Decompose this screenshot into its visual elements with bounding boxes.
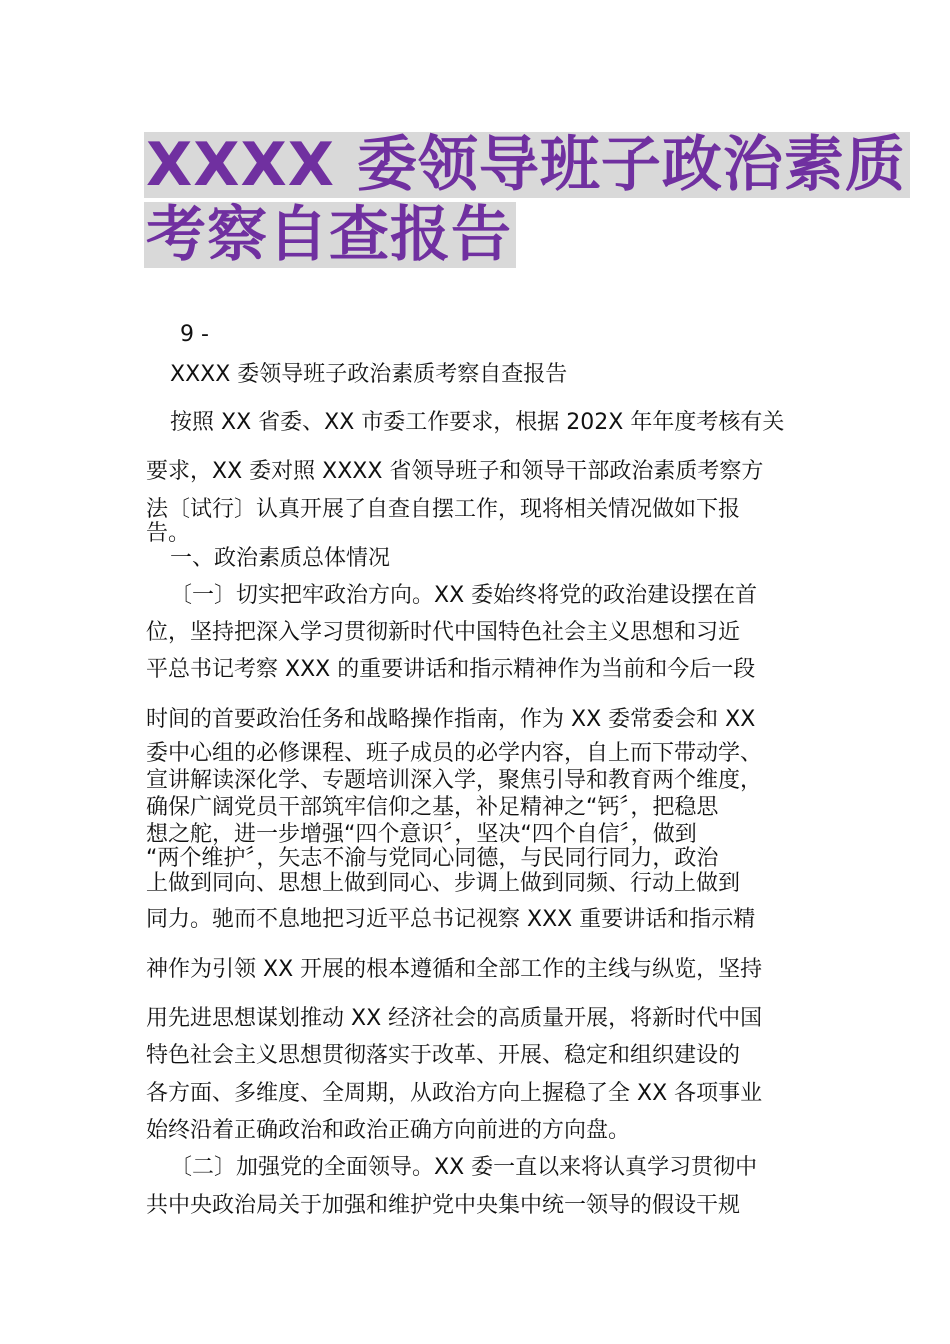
report-subtitle: XXXX 委领导班子政治素质考察自查报告: [170, 362, 568, 387]
paragraph-line: 告。: [146, 521, 191, 546]
paragraph-line: “两个维护〞，矢志不渝与党同心同德，与民同行同力，政治: [146, 846, 719, 871]
paragraph-line: 同力。驰而不息地把习近平总书记视察 XXX 重要讲话和指示精: [146, 907, 756, 932]
paragraph-line: 各方面、多维度、全周期，从政治方向上握稳了全 XX 各项事业: [146, 1081, 763, 1106]
paragraph-line: 〔二〕加强党的全面领导。XX 委一直以来将认真学习贯彻中: [170, 1155, 758, 1180]
paragraph-line: 上做到同向、思想上做到同心、步调上做到同频、行动上做到: [146, 871, 741, 896]
page-number: 9 -: [180, 322, 209, 347]
paragraph-line: 神作为引领 XX 开展的根本遵循和全部工作的主线与纵览，坚持: [146, 957, 763, 982]
paragraph-line: 按照 XX 省委、XX 市委工作要求，根据 202X 年年度考核有关: [170, 410, 785, 435]
paragraph-line: 用先进思想谋划推动 XX 经济社会的高质量开展，将新时代中国: [146, 1006, 763, 1031]
paragraph-line: 确保广阔党员干部筑牢信仰之基，补足精神之“钙〞，把稳思: [146, 795, 719, 820]
paragraph-line: 共中央政治局关于加强和维护党中央集中统一领导的假设干规: [146, 1193, 741, 1218]
paragraph-line: 委中心组的必修课程、班子成员的必学内容，自上而下带动学、: [146, 741, 763, 766]
paragraph-line: 想之舵，进一步增强“四个意识〞，坚决“四个自信〞，做到: [146, 822, 697, 847]
paragraph-line: 〔一〕切实把牢政治方向。XX 委始终将党的政治建设摆在首: [170, 583, 758, 608]
paragraph-line: 始终沿着正确政治和政治正确方向前进的方向盘。: [146, 1118, 631, 1143]
paragraph-line: 法〔试行〕认真开展了自查自摆工作，现将相关情况做如下报: [146, 497, 741, 522]
document-title-line-2: 考察自查报告: [144, 202, 516, 268]
paragraph-line: 宣讲解读深化学、专题培训深入学，聚焦引导和教育两个维度，: [146, 768, 763, 793]
paragraph-line: 时间的首要政治任务和战略操作指南，作为 XX 委常委会和 XX: [146, 707, 756, 732]
section-heading: 一、政治素质总体情况: [170, 546, 391, 571]
paragraph-line: 要求，XX 委对照 XXXX 省领导班子和领导干部政治素质考察方: [146, 459, 764, 484]
document-title-line-1: XXXX 委领导班子政治素质: [144, 132, 910, 198]
paragraph-line: 平总书记考察 XXX 的重要讲话和指示精神作为当前和今后一段: [146, 657, 756, 682]
paragraph-line: 特色社会主义思想贯彻落实于改革、开展、稳定和组织建设的: [146, 1043, 741, 1068]
paragraph-line: 位，坚持把深入学习贯彻新时代中国特色社会主义思想和习近: [146, 620, 741, 645]
